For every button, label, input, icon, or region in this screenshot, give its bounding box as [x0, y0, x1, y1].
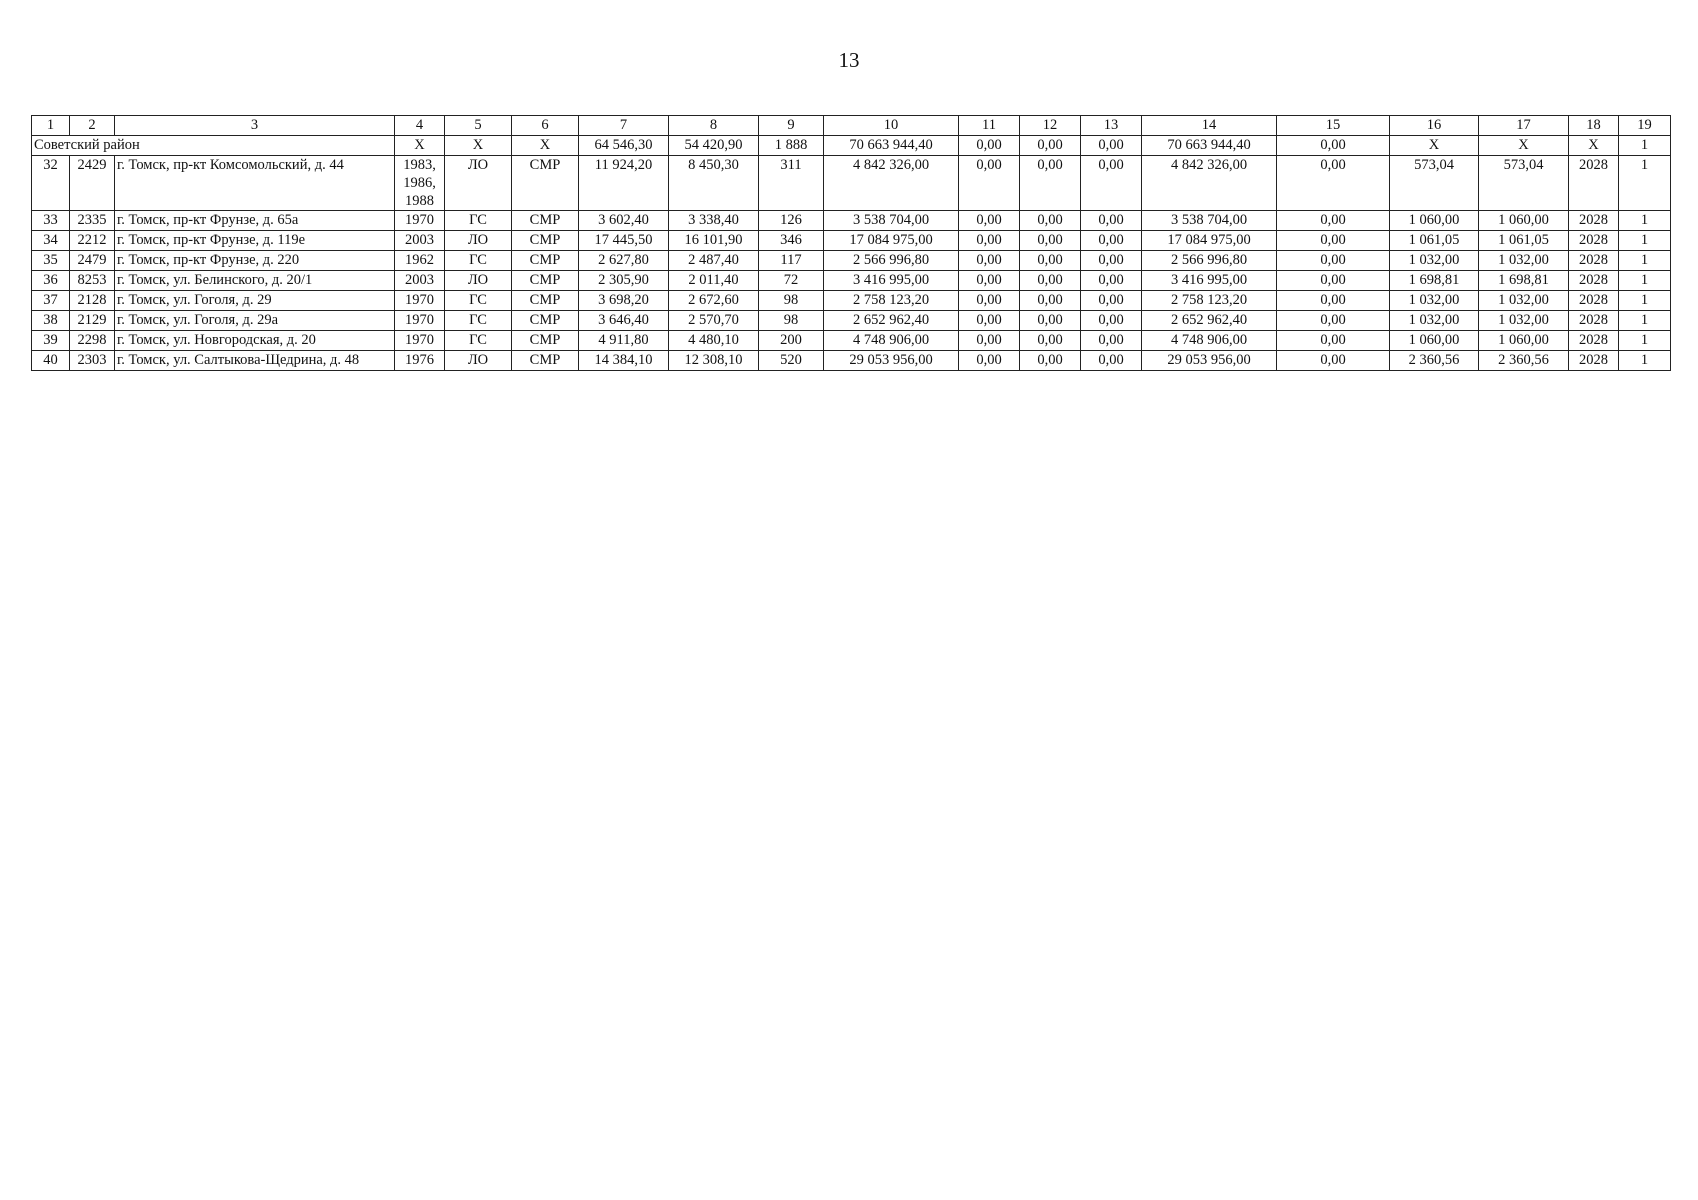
- table-cell: СМР: [512, 331, 579, 351]
- district-cell: 54 420,90: [669, 136, 759, 156]
- table-cell: 1 060,00: [1479, 211, 1569, 231]
- table-row: [32, 231, 1671, 251]
- table-cell: 2335: [70, 211, 115, 231]
- column-header: 8: [669, 116, 759, 136]
- table-cell: 2003: [395, 271, 445, 291]
- table-cell: ГС: [445, 291, 512, 311]
- district-cell: 0,00: [1277, 136, 1390, 156]
- table-cell: 11 924,20: [579, 156, 669, 211]
- table-cell: ЛО: [445, 156, 512, 211]
- table-cell: 0,00: [1277, 271, 1390, 291]
- table-cell: 3 646,40: [579, 311, 669, 331]
- table-cell: 72: [759, 271, 824, 291]
- table-cell: 2 672,60: [669, 291, 759, 311]
- table-cell: 1 060,00: [1479, 331, 1569, 351]
- table-cell: 3 338,40: [669, 211, 759, 231]
- table-cell: 573,04: [1390, 156, 1479, 211]
- table-cell: 2 360,56: [1479, 351, 1569, 371]
- column-header: 5: [445, 116, 512, 136]
- column-header: 15: [1277, 116, 1390, 136]
- table-cell: 0,00: [1081, 311, 1142, 331]
- column-header: 1: [32, 116, 70, 136]
- table-cell: 17 084 975,00: [824, 231, 959, 251]
- table-cell: 34: [32, 231, 70, 251]
- column-header: 18: [1569, 116, 1619, 136]
- table-cell: 1: [1619, 291, 1671, 311]
- table-cell: 0,00: [1277, 211, 1390, 231]
- table-cell: СМР: [512, 211, 579, 231]
- table-cell: 1: [1619, 251, 1671, 271]
- table-cell: 14 384,10: [579, 351, 669, 371]
- district-cell: X: [1569, 136, 1619, 156]
- table-cell: 1 032,00: [1390, 291, 1479, 311]
- table-cell: 2028: [1569, 231, 1619, 251]
- table-cell: г. Томск, ул. Белинского, д. 20/1: [115, 271, 395, 291]
- table-cell: 3 538 704,00: [1142, 211, 1277, 231]
- column-header: 14: [1142, 116, 1277, 136]
- table-cell: г. Томск, ул. Новгородская, д. 20: [115, 331, 395, 351]
- table-cell: 3 538 704,00: [824, 211, 959, 231]
- table-cell: 126: [759, 211, 824, 231]
- table-cell: 0,00: [1277, 311, 1390, 331]
- table-cell: 0,00: [1081, 251, 1142, 271]
- table-cell: 2028: [1569, 211, 1619, 231]
- table-cell: СМР: [512, 251, 579, 271]
- table-cell: 40: [32, 351, 70, 371]
- column-header: 13: [1081, 116, 1142, 136]
- district-cell: X: [1390, 136, 1479, 156]
- table-cell: 2129: [70, 311, 115, 331]
- table-row: [32, 271, 1671, 291]
- column-header: 10: [824, 116, 959, 136]
- table-cell: 1 060,00: [1390, 211, 1479, 231]
- table-cell: 0,00: [1277, 156, 1390, 211]
- table-cell: 98: [759, 291, 824, 311]
- table-row: [32, 311, 1671, 331]
- table-cell: 0,00: [959, 156, 1020, 211]
- repair-schedule-table: [31, 115, 1671, 371]
- table-cell: 0,00: [1020, 156, 1081, 211]
- page-number: 13: [838, 48, 860, 72]
- table-cell: СМР: [512, 271, 579, 291]
- table-cell: 17 084 975,00: [1142, 231, 1277, 251]
- table-cell: 0,00: [959, 291, 1020, 311]
- table-cell: ЛО: [445, 351, 512, 371]
- table-cell: 0,00: [1081, 211, 1142, 231]
- table-cell: ГС: [445, 331, 512, 351]
- table-cell: СМР: [512, 231, 579, 251]
- column-header: 12: [1020, 116, 1081, 136]
- column-header: 4: [395, 116, 445, 136]
- table-cell: 200: [759, 331, 824, 351]
- district-cell: X: [395, 136, 445, 156]
- table-cell: 0,00: [1020, 271, 1081, 291]
- district-name: Советский район: [32, 136, 395, 156]
- table-body: [32, 116, 1671, 371]
- header-row: [32, 116, 1671, 136]
- table-cell: 0,00: [1020, 231, 1081, 251]
- table-cell: 1 032,00: [1390, 251, 1479, 271]
- table-cell: 1 698,81: [1390, 271, 1479, 291]
- table-cell: 0,00: [1020, 311, 1081, 331]
- table-cell: 1962: [395, 251, 445, 271]
- district-row: [32, 136, 1671, 156]
- table-cell: 2303: [70, 351, 115, 371]
- table-cell: 2 652 962,40: [824, 311, 959, 331]
- table-cell: 2429: [70, 156, 115, 211]
- column-header: 17: [1479, 116, 1569, 136]
- table-cell: 0,00: [959, 211, 1020, 231]
- column-header: 7: [579, 116, 669, 136]
- table-cell: СМР: [512, 156, 579, 211]
- table-cell: 0,00: [1020, 351, 1081, 371]
- column-header: 2: [70, 116, 115, 136]
- table-row: [32, 251, 1671, 271]
- table-cell: 16 101,90: [669, 231, 759, 251]
- district-cell: X: [512, 136, 579, 156]
- table-cell: 0,00: [1020, 291, 1081, 311]
- table-cell: 3 416 995,00: [824, 271, 959, 291]
- table-cell: 38: [32, 311, 70, 331]
- table-cell: 1 032,00: [1390, 311, 1479, 331]
- table-cell: 0,00: [1020, 211, 1081, 231]
- table-cell: 1 698,81: [1479, 271, 1569, 291]
- table-cell: 1 032,00: [1479, 251, 1569, 271]
- district-cell: 70 663 944,40: [1142, 136, 1277, 156]
- table-cell: 1: [1619, 311, 1671, 331]
- table-cell: 3 602,40: [579, 211, 669, 231]
- table-cell: 1 060,00: [1390, 331, 1479, 351]
- table-cell: 37: [32, 291, 70, 311]
- table-cell: 3 416 995,00: [1142, 271, 1277, 291]
- table-cell: СМР: [512, 351, 579, 371]
- table-cell: СМР: [512, 291, 579, 311]
- table-cell: 1: [1619, 231, 1671, 251]
- table-cell: 2028: [1569, 311, 1619, 331]
- district-cell: 0,00: [1081, 136, 1142, 156]
- table-cell: 4 842 326,00: [824, 156, 959, 211]
- column-header: 19: [1619, 116, 1671, 136]
- table-cell: 2 652 962,40: [1142, 311, 1277, 331]
- table-cell: 1970: [395, 331, 445, 351]
- table-cell: 0,00: [959, 231, 1020, 251]
- table-cell: 1: [1619, 351, 1671, 371]
- table-cell: 2298: [70, 331, 115, 351]
- table-cell: 2128: [70, 291, 115, 311]
- table-cell: 2028: [1569, 156, 1619, 211]
- table-cell: г. Томск, пр-кт Комсомольский, д. 44: [115, 156, 395, 211]
- table-cell: 2 570,70: [669, 311, 759, 331]
- table-cell: 36: [32, 271, 70, 291]
- table-cell: 2212: [70, 231, 115, 251]
- table-cell: 0,00: [959, 271, 1020, 291]
- table-cell: 3 698,20: [579, 291, 669, 311]
- table-cell: 117: [759, 251, 824, 271]
- table-cell: 1970: [395, 311, 445, 331]
- table-cell: 0,00: [1081, 351, 1142, 371]
- table-cell: 2028: [1569, 351, 1619, 371]
- table-row: [32, 211, 1671, 231]
- district-cell: 0,00: [959, 136, 1020, 156]
- table-cell: г. Томск, пр-кт Фрунзе, д. 220: [115, 251, 395, 271]
- table-cell: 17 445,50: [579, 231, 669, 251]
- table-cell: ГС: [445, 311, 512, 331]
- table-cell: 346: [759, 231, 824, 251]
- table-cell: 2 758 123,20: [1142, 291, 1277, 311]
- column-header: 9: [759, 116, 824, 136]
- table-row: [32, 291, 1671, 311]
- district-cell: X: [1479, 136, 1569, 156]
- table-cell: 1 032,00: [1479, 291, 1569, 311]
- table-cell: 35: [32, 251, 70, 271]
- table-row: [32, 351, 1671, 371]
- table-cell: 2028: [1569, 331, 1619, 351]
- table-cell: 1970: [395, 211, 445, 231]
- column-header: 16: [1390, 116, 1479, 136]
- district-cell: 64 546,30: [579, 136, 669, 156]
- table-cell: 1 061,05: [1390, 231, 1479, 251]
- table-cell: 4 748 906,00: [1142, 331, 1277, 351]
- table-cell: 2028: [1569, 251, 1619, 271]
- table-cell: 520: [759, 351, 824, 371]
- table-cell: 1: [1619, 156, 1671, 211]
- table-cell: 8253: [70, 271, 115, 291]
- table-cell: 0,00: [959, 251, 1020, 271]
- table-cell: 573,04: [1479, 156, 1569, 211]
- table-cell: 0,00: [1020, 251, 1081, 271]
- table-cell: ЛО: [445, 231, 512, 251]
- table-cell: г. Томск, пр-кт Фрунзе, д. 119е: [115, 231, 395, 251]
- table-cell: 0,00: [1020, 331, 1081, 351]
- column-header: 6: [512, 116, 579, 136]
- table-cell: 311: [759, 156, 824, 211]
- table-cell: 1976: [395, 351, 445, 371]
- table-cell: 2003: [395, 231, 445, 251]
- district-cell: 70 663 944,40: [824, 136, 959, 156]
- district-cell: 0,00: [1020, 136, 1081, 156]
- table-cell: 4 748 906,00: [824, 331, 959, 351]
- table-cell: 8 450,30: [669, 156, 759, 211]
- table-cell: 12 308,10: [669, 351, 759, 371]
- table-cell: 0,00: [959, 351, 1020, 371]
- table-cell: ГС: [445, 251, 512, 271]
- table-cell: 0,00: [1081, 271, 1142, 291]
- table-cell: 2 758 123,20: [824, 291, 959, 311]
- table-cell: 2 011,40: [669, 271, 759, 291]
- table-cell: 1983, 1986, 1988: [395, 156, 445, 211]
- column-header: 3: [115, 116, 395, 136]
- table-cell: СМР: [512, 311, 579, 331]
- table-cell: г. Томск, ул. Гоголя, д. 29: [115, 291, 395, 311]
- table-cell: г. Томск, пр-кт Фрунзе, д. 65а: [115, 211, 395, 231]
- table-cell: 2 487,40: [669, 251, 759, 271]
- table-cell: ЛО: [445, 271, 512, 291]
- table-cell: 0,00: [1277, 331, 1390, 351]
- table-cell: 32: [32, 156, 70, 211]
- district-cell: 1 888: [759, 136, 824, 156]
- district-cell: X: [445, 136, 512, 156]
- table-cell: 0,00: [1081, 231, 1142, 251]
- table-cell: 0,00: [1081, 291, 1142, 311]
- table-cell: 0,00: [1081, 331, 1142, 351]
- table-cell: 33: [32, 211, 70, 231]
- table-cell: 1: [1619, 331, 1671, 351]
- table-cell: 1: [1619, 211, 1671, 231]
- table-cell: 2028: [1569, 291, 1619, 311]
- table-cell: 4 842 326,00: [1142, 156, 1277, 211]
- table-cell: 1970: [395, 291, 445, 311]
- table-cell: 1: [1619, 271, 1671, 291]
- table-cell: 98: [759, 311, 824, 331]
- table-cell: 0,00: [959, 311, 1020, 331]
- table-cell: 29 053 956,00: [824, 351, 959, 371]
- table-cell: 29 053 956,00: [1142, 351, 1277, 371]
- table-cell: 0,00: [1277, 291, 1390, 311]
- table-row: [32, 156, 1671, 211]
- table-cell: 2028: [1569, 271, 1619, 291]
- table-cell: 4 480,10: [669, 331, 759, 351]
- table-cell: 0,00: [959, 331, 1020, 351]
- table-cell: 2 305,90: [579, 271, 669, 291]
- table-cell: 39: [32, 331, 70, 351]
- table-cell: 1 032,00: [1479, 311, 1569, 331]
- district-cell: 1: [1619, 136, 1671, 156]
- table-cell: г. Томск, ул. Гоголя, д. 29а: [115, 311, 395, 331]
- table-cell: 1 061,05: [1479, 231, 1569, 251]
- table-cell: 0,00: [1081, 156, 1142, 211]
- table-cell: 2 360,56: [1390, 351, 1479, 371]
- table-cell: 0,00: [1277, 231, 1390, 251]
- table-cell: ГС: [445, 211, 512, 231]
- table-cell: 2479: [70, 251, 115, 271]
- table-cell: 0,00: [1277, 351, 1390, 371]
- table-cell: 2 627,80: [579, 251, 669, 271]
- table-cell: 4 911,80: [579, 331, 669, 351]
- table-row: [32, 331, 1671, 351]
- table-cell: г. Томск, ул. Салтыкова-Щедрина, д. 48: [115, 351, 395, 371]
- table-cell: 2 566 996,80: [824, 251, 959, 271]
- table-cell: 0,00: [1277, 251, 1390, 271]
- column-header: 11: [959, 116, 1020, 136]
- table-cell: 2 566 996,80: [1142, 251, 1277, 271]
